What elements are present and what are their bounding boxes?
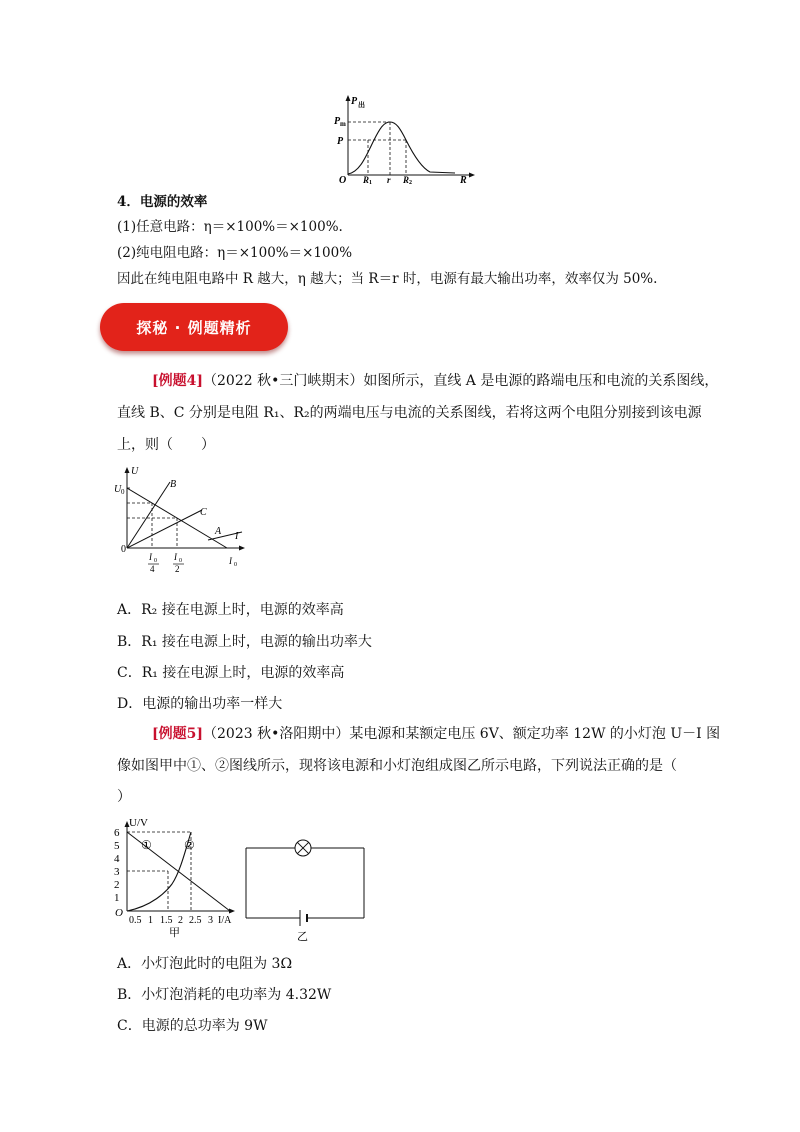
origin-zero: 0: [121, 544, 126, 555]
y-axis-label: U/V: [129, 817, 148, 829]
efficiency-line-3: 因此在纯电阻电路中 R 越大，η 越大；当 R＝r 时，电源有最大输出功率，效率仅为 50%.: [117, 271, 658, 287]
example5-tag: [例题5]: [152, 726, 203, 742]
example5-option-b[interactable]: B．小灯泡消耗的电功率为 4.32W: [117, 987, 332, 1003]
curve-1-label: ①: [141, 838, 152, 852]
example4-option-b[interactable]: B．R₁ 接在电源上时，电源的输出功率大: [117, 634, 372, 650]
section-banner: [100, 303, 288, 351]
x-tick-1-5: 1.5: [160, 915, 173, 926]
example5-source: （2023 秋•洛阳期中）: [203, 726, 350, 742]
x-axis-label: R: [460, 175, 467, 184]
example4-text-1: 如图所示，直线 A 是电源的路端电压和电流的关系图线，: [363, 373, 719, 389]
i0-quarter-num: I: [149, 552, 152, 562]
example4-tag: [例题4]: [152, 373, 203, 389]
r2-label: R: [403, 175, 410, 184]
example4-line-3: 上，则（ ）: [117, 437, 215, 453]
y-tick-4: 4: [114, 853, 120, 865]
y-axis-label: P: [351, 96, 358, 107]
x-axis-label: I/A: [218, 915, 232, 926]
x-tick-3: 3: [208, 915, 213, 926]
i0-sub: 0: [234, 562, 237, 568]
line-a-label: A: [215, 526, 222, 537]
r-label: r: [387, 175, 391, 184]
example5-text-1: 某电源和某额定电压 6V、额定功率 12W 的小灯泡 U－I 图: [349, 726, 721, 742]
example4-line-1: [152, 371, 718, 391]
example5-line-1: [152, 724, 720, 744]
pm-label: P: [334, 116, 341, 127]
r1-sub: 1: [369, 180, 372, 184]
x-tick-0-5: 0.5: [129, 915, 142, 926]
y-tick-1: 1: [114, 892, 120, 904]
u0-label: U: [114, 484, 122, 495]
power-vs-resistance-graph: [330, 92, 480, 184]
banner-label: 探秘 · 例题精析: [136, 319, 252, 337]
example4-line-2: 直线 B、C 分别是电阻 R₁、R₂的两端电压与电流的关系图线，若将这两个电阻分别接到该电源: [117, 405, 702, 421]
line-b-label: B: [170, 479, 177, 490]
x-tick-2-5: 2.5: [189, 915, 202, 926]
origin-label: O: [115, 907, 123, 919]
i0-quarter-den: 4: [150, 564, 155, 572]
curve-2-label: ②: [184, 838, 195, 852]
u0-sub: 0: [121, 488, 125, 496]
r1-label: R: [363, 175, 370, 184]
efficiency-line-2: (2)纯电阻电路：η＝×100%＝×100%: [117, 245, 353, 261]
y-tick-3: 3: [114, 866, 120, 878]
y-tick-5: 5: [114, 840, 120, 852]
example4-source: （2022 秋•三门峡期末）: [203, 373, 364, 389]
i0-half-den: 2: [175, 564, 180, 572]
y-axis-sub: 出: [358, 101, 365, 109]
example5-line-3: ）: [117, 789, 131, 805]
p-label: P: [337, 136, 344, 147]
example4-option-d[interactable]: D．电源的输出功率一样大: [117, 696, 283, 712]
circuit-caption: 乙: [297, 931, 308, 942]
example5-option-c[interactable]: C．电源的总功率为 9W: [117, 1018, 268, 1034]
i0-quarter-sub: 0: [154, 558, 157, 564]
y-tick-2: 2: [114, 879, 120, 891]
x-tick-2: 2: [178, 915, 183, 926]
i0-half-num: I: [174, 552, 177, 562]
efficiency-heading: 4．电源的效率: [117, 194, 208, 210]
graph-jia-caption: 甲: [169, 927, 180, 939]
example4-ui-graph: [112, 462, 257, 572]
origin-label: O: [339, 175, 347, 184]
example5-circuit-yi: [240, 830, 370, 942]
example4-option-a[interactable]: A．R₂ 接在电源上时，电源的效率高: [117, 602, 344, 618]
i0-half-sub: 0: [179, 558, 182, 564]
r2-sub: 2: [409, 180, 412, 184]
example5-graph-jia: [110, 812, 260, 940]
i-axis-label: I: [235, 531, 239, 542]
example5-line-2: 像如图甲中①、②图线所示，现将该电源和小灯泡组成图乙所示电路，下列说法正确的是（: [117, 758, 677, 774]
example5-option-a[interactable]: A．小灯泡此时的电阻为 3Ω: [117, 956, 293, 972]
example4-option-c[interactable]: C．R₁ 接在电源上时，电源的效率高: [117, 665, 345, 681]
line-c-label: C: [200, 507, 207, 518]
u-axis-label: U: [131, 466, 139, 477]
y-tick-6: 6: [114, 827, 120, 839]
pm-sub: m: [340, 120, 346, 128]
efficiency-line-1: (1)任意电路：η＝×100%＝×100%.: [117, 219, 343, 235]
i0-label: I: [229, 556, 232, 566]
x-tick-1: 1: [148, 915, 153, 926]
